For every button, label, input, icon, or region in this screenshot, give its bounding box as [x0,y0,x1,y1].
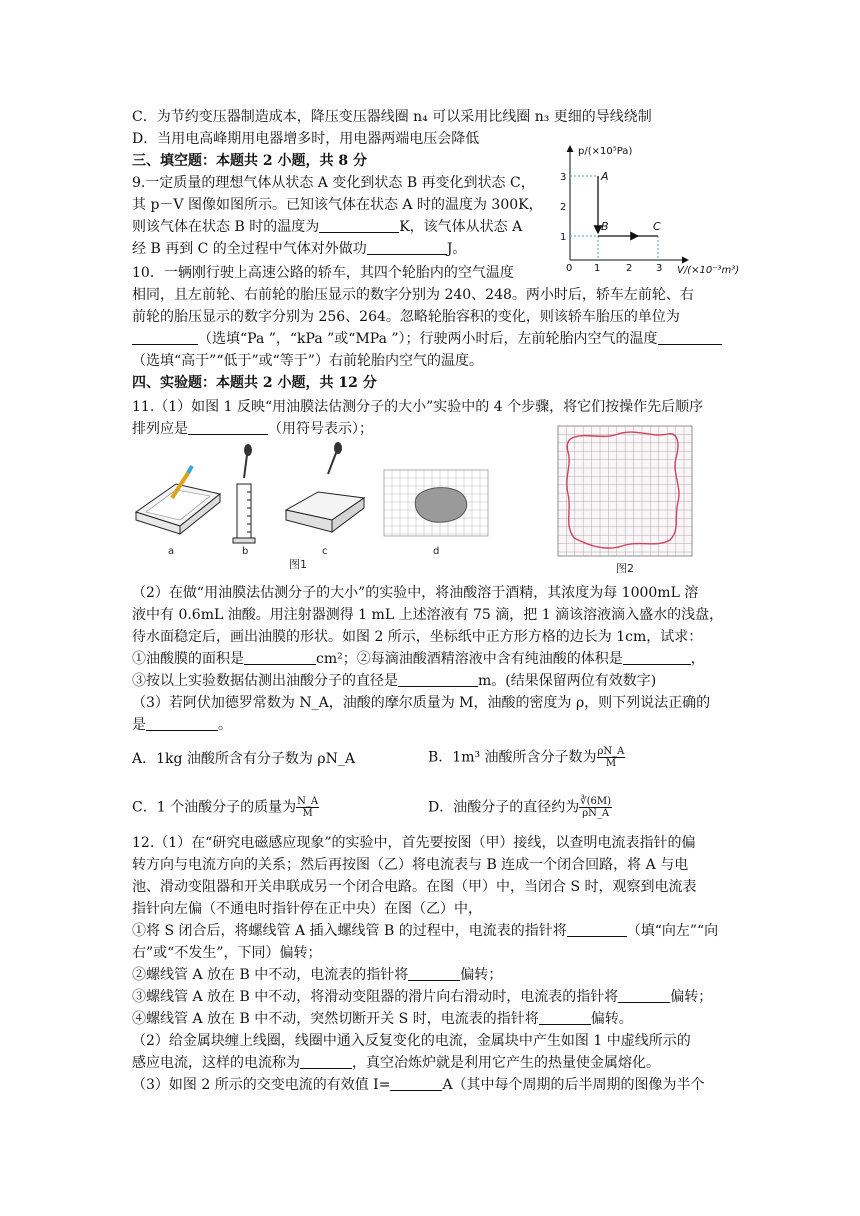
q12-line-11 [132,1054,660,1072]
option-d-fraction [579,796,612,819]
q12-line-5 [132,922,718,940]
fraction-denominator: M [302,808,313,819]
q12-text: 偏转； [670,989,713,1005]
step-d-grid [384,470,488,536]
q12-blank-2[interactable] [408,966,460,981]
q12-line-4: 指针向左偏（不通电时指针停在正中央）在图（乙）中， [132,901,482,917]
q10-line-3: 前轮的胎压显示的数字分别为 256、264。忽略轮胎容积的变化，则该轿车胎压的单位为 [132,309,680,325]
point-c-label: C [653,220,661,233]
step-a-label: a [168,546,175,557]
y-tick: 1 [560,232,567,243]
q10-line-1: 10．一辆刚行驶上高速公路的轿车，其四个轮胎内的空气温度 [132,265,514,281]
q11-text: m。(结果保留两位有效数字) [478,673,657,689]
q12-blank-4[interactable] [539,1010,591,1025]
q9-line-4 [132,240,466,258]
option-b-fraction [597,746,626,769]
option-a: A．1kg 油酸所含有分子数为 ρN_A [132,751,355,767]
q10-unit-blank[interactable] [132,330,198,345]
fraction-denominator: ρN_A [582,808,610,819]
step-c-tray [286,442,364,532]
fraction-numerator: N_A [297,796,319,807]
y-axis-label: p/(×10⁵Pa) [578,146,633,157]
q12-line-7 [132,966,502,984]
q11-line-9 [132,716,232,734]
q9-text: 则该气体在状态 B 时的温度为 [132,219,320,235]
option-b-text: B．1m³ 油酸所含分子数为 [428,749,597,766]
q12-blank-3[interactable] [618,988,670,1003]
option-c-text: C．1 个油酸分子的质量为 [132,799,297,816]
q9-temperature-blank[interactable] [319,218,399,233]
q12-text: 偏转。 [590,1011,633,1027]
q11-line-4: 液中有 0.6mL 油酸。用注射器测得 1 mL 上述溶液有 75 滴，把 1 滴该溶液滴入盛水的浅盘， [132,607,724,623]
q12-line-6: 右”或“不发生”，下同）偏转； [132,945,322,961]
option-b [428,746,625,769]
q9-text: K，该气体从状态 A [399,219,523,235]
q12-line-2: 转方向与电流方向的关系；然后再按图（乙）将电流表与 B 连成一个闭合回路，将 A 与电 [132,857,689,873]
q9-work-blank[interactable] [367,240,447,255]
q10-line-4 [132,330,722,348]
q11-text: ， [690,651,705,667]
q12-eddy-current-blank[interactable] [300,1054,352,1069]
q11-text: 排列应是 [132,421,188,437]
q12-line-1: 12.（1）在“研究电磁感应现象”的实验中，首先要按图（甲）接线，以查明电流表指针的偏 [132,835,696,851]
q9-text: 经 B 再到 C 的全过程中气体对外做功 [132,241,367,257]
q12-text: ③螺线管 A 放在 B 中不动，将滑动变阻器的滑片向右滑动时，电流表的指针将 [132,989,619,1005]
y-tick: 2 [560,202,567,213]
q11-line-2 [132,420,373,438]
figure-2-caption: 图2 [616,562,634,575]
q9-line-2: 其 p－V 图像如图所示。已知该气体在状态 A 时的温度为 300K， [132,197,543,213]
figure-1-oil-film-steps [132,440,494,570]
step-c-label: c [322,546,328,557]
q12-text: ①将 S 闭合后，将螺线管 A 插入螺线管 B 的过程中，电流表的指针将 [132,923,567,939]
q12-text: ④螺线管 A 放在 B 中不动，突然切断开关 S 时，电流表的指针将 [132,1011,539,1027]
section-fill-in-heading: 三、填空题：本题共 2 小题，共 8 分 [132,153,367,169]
x-tick: 2 [626,263,633,274]
q11-line-6 [132,650,705,668]
q9-text: J。 [446,241,467,257]
fraction-numerator: ρN_A [597,746,625,757]
fraction-numerator: ∛(6M) [580,796,612,807]
q10-line-5: （选填“高于”“低于”或“等于”）右前轮胎内空气的温度。 [132,353,483,369]
option-c [132,796,319,819]
q11-text: 。 [218,717,232,733]
option-c-transformer: C．为节约变压器制造成本，降压变压器线圈 n₄ 可以采用比线圈 n₃ 更细的导线绕制 [132,109,652,125]
q12-text: （3）如图 2 所示的交变电流的有效值 I= [132,1077,391,1093]
q11-line-7 [132,672,656,690]
q12-effective-current-blank[interactable] [390,1076,442,1091]
q12-line-10: （2）给金属块缠上线圈，线圈中通入反复变化的电流，金属块中产生如图 1 中虚线所示的 [132,1033,691,1049]
x-tick: 1 [594,263,601,274]
q9-line-3 [132,218,522,236]
q11-text: ③按以上实验数据估测出油酸分子的直径是 [132,673,398,689]
point-b-label: B [601,220,609,233]
q12-text: ，真空冶炼炉就是利用它产生的热量使金属熔化。 [352,1055,660,1071]
q9-line-1: 9.一定质量的理想气体从状态 A 变化到状态 B 再变化到状态 C， [132,175,535,191]
step-b-label: b [242,546,249,557]
q11-text: cm²；②每滴油酸酒精溶液中含有纯油酸的体积是 [316,651,623,667]
q10-line-2: 相同，且左前轮、右前轮的胎压显示的数字分别为 240、248。两小时后，轿车左前轮、右 [132,287,694,303]
q11-choice-blank[interactable] [146,716,218,731]
option-d-voltage: D．当用电高峰期用电器增多时，用电器两端电压会降低 [132,131,480,147]
x-axis-label: V/(×10⁻³m³) [677,265,740,276]
figure-1-caption: 图1 [289,558,307,571]
q12-text: 感应电流，这样的电流称为 [132,1055,300,1071]
q11-text: ①油酸膜的面积是 [132,651,244,667]
y-tick: 3 [560,172,567,183]
q11-text: 是 [132,717,146,733]
q11-area-blank[interactable] [244,650,316,665]
option-d-text: D．油酸分子的直径约为 [428,799,580,816]
q12-line-9 [132,1010,633,1028]
q10-text: （选填“Pa ”，“kPa ”或“MPa ”）；行驶两小时后，左前轮胎内空气的温度 [198,331,658,347]
step-b-cylinder [233,444,255,543]
q11-line-8: （3）若阿伏加德罗常数为 N_A，油酸的摩尔质量为 M，油酸的密度为 ρ，则下列说法正确的 [132,695,711,711]
point-a-label: A [601,170,609,183]
option-d [428,796,612,819]
q12-text: ②螺线管 A 放在 B 中不动，电流表的指针将 [132,967,409,983]
step-a-tray [136,466,220,534]
q11-volume-blank[interactable] [623,650,691,665]
q12-text: A（其中每个周期的后半周期的图像为半个 [442,1077,705,1093]
q12-blank-1[interactable] [567,922,627,937]
figure-2-oil-film-grid [556,424,696,578]
q11-line-3: （2）在做“用油膜法估测分子的大小”的实验中，将油酸溶于酒精，其浓度为每 1000mL 溶 [132,585,699,601]
option-c-fraction [296,796,319,819]
q11-line-5: 待水面稳定后，画出油膜的形状。如图 2 所示，坐标纸中正方形方格的边长为 1cm，试求： [132,629,703,645]
q10-temperature-blank[interactable] [658,330,722,345]
pv-graph [556,140,740,276]
q11-order-blank[interactable] [188,420,268,435]
q12-text: （填“向左”“向 [626,923,719,939]
x-tick: 0 [566,263,573,274]
q12-line-12 [132,1076,705,1094]
x-tick: 3 [656,263,663,274]
q12-line-3: 池、滑动变阻器和开关串联成另一个闭合电路。在图（甲）中，当闭合 S 时，观察到电流表 [132,879,697,895]
fraction-denominator: M [605,758,617,769]
step-d-label: d [433,546,440,557]
q11-diameter-blank[interactable] [398,672,478,687]
q11-text: （用符号表示）； [268,421,373,437]
section-experiment-heading: 四、实验题：本题共 2 小题，共 12 分 [132,375,377,391]
q11-line-1: 11.（1）如图 1 反映“用油膜法估测分子的大小”实验中的 4 个步骤，将它们按操作先后顺序 [132,399,704,415]
q12-line-8 [132,988,712,1006]
q12-text: 偏转； [460,967,503,983]
